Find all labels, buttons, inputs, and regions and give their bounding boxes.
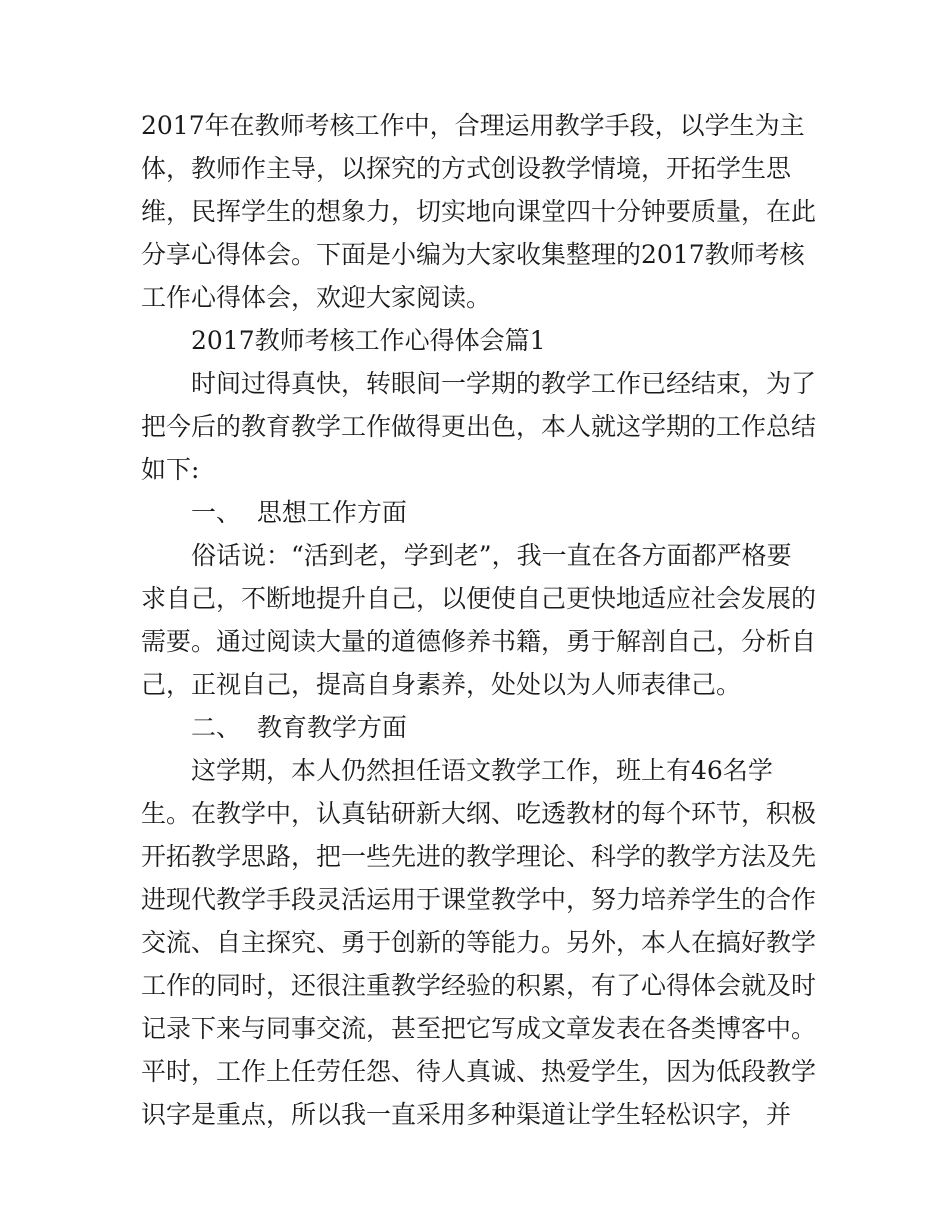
paragraph-line: 俗话说：“活到老，学到老”，我一直在各方面都严格要 [191, 541, 792, 570]
paragraph-line: 这学期，本人仍然担任语文教学工作，班上有46名学 [191, 756, 773, 785]
intro-line-3: 维，民挥学生的想象力，切实地向课堂四十分钟要质量，在此 [141, 197, 817, 226]
paragraph-line: 识字是重点，所以我一直采用多种渠道让学生轻松识字，并 [141, 1100, 792, 1129]
paragraph-line: 己，正视自己，提高自身素养，处处以为人师表律己。 [141, 670, 742, 699]
paragraph-line: 开拓教学思路，把一些先进的教学理论、科学的教学方法及先 [141, 842, 817, 871]
section-title: 2017教师考核工作心得体会篇1 [191, 326, 546, 355]
paragraph-line: 生。在教学中，认真钻研新大纲、吃透教材的每个环节，积极 [141, 799, 817, 828]
paragraph-line: 记录下来与同事交流，甚至把它写成文章发表在各类博客中。 [141, 1014, 817, 1043]
intro-line-5: 工作心得体会，欢迎大家阅读。 [141, 283, 492, 312]
intro-line-4: 分享心得体会。下面是小编为大家收集整理的2017教师考核 [141, 240, 805, 269]
paragraph-line: 工作的同时，还很注重教学经验的积累，有了心得体会就及时 [141, 971, 817, 1000]
heading-thought-work: 一、 思想工作方面 [191, 498, 407, 527]
heading-teaching: 二、 教育教学方面 [191, 713, 407, 742]
paragraph-line: 把今后的教育教学工作做得更出色，本人就这学期的工作总结 [141, 412, 817, 441]
intro-line-1: 2017年在教师考核工作中，合理运用教学手段，以学生为主 [141, 111, 805, 140]
paragraph-line: 需要。通过阅读大量的道德修养书籍，勇于解剖自己，分析自 [141, 627, 817, 656]
paragraph-line: 平时，工作上任劳任怨、待人真诚、热爱学生，因为低段教学 [141, 1057, 817, 1086]
paragraph-line: 交流、自主探究、勇于创新的等能力。另外，本人在搞好教学 [141, 928, 817, 957]
paragraph-line: 进现代教学手段灵活运用于课堂教学中，努力培养学生的合作 [141, 885, 817, 914]
document-body [141, 104, 821, 1136]
paragraph-line: 求自己，不断地提升自己，以便使自己更快地适应社会发展的 [141, 584, 817, 613]
intro-line-2: 体，教师作主导，以探究的方式创设教学情境，开拓学生思 [141, 154, 792, 183]
paragraph-line: 时间过得真快，转眼间一学期的教学工作已经结束，为了 [191, 369, 817, 398]
paragraph-line: 如下: [141, 455, 200, 484]
